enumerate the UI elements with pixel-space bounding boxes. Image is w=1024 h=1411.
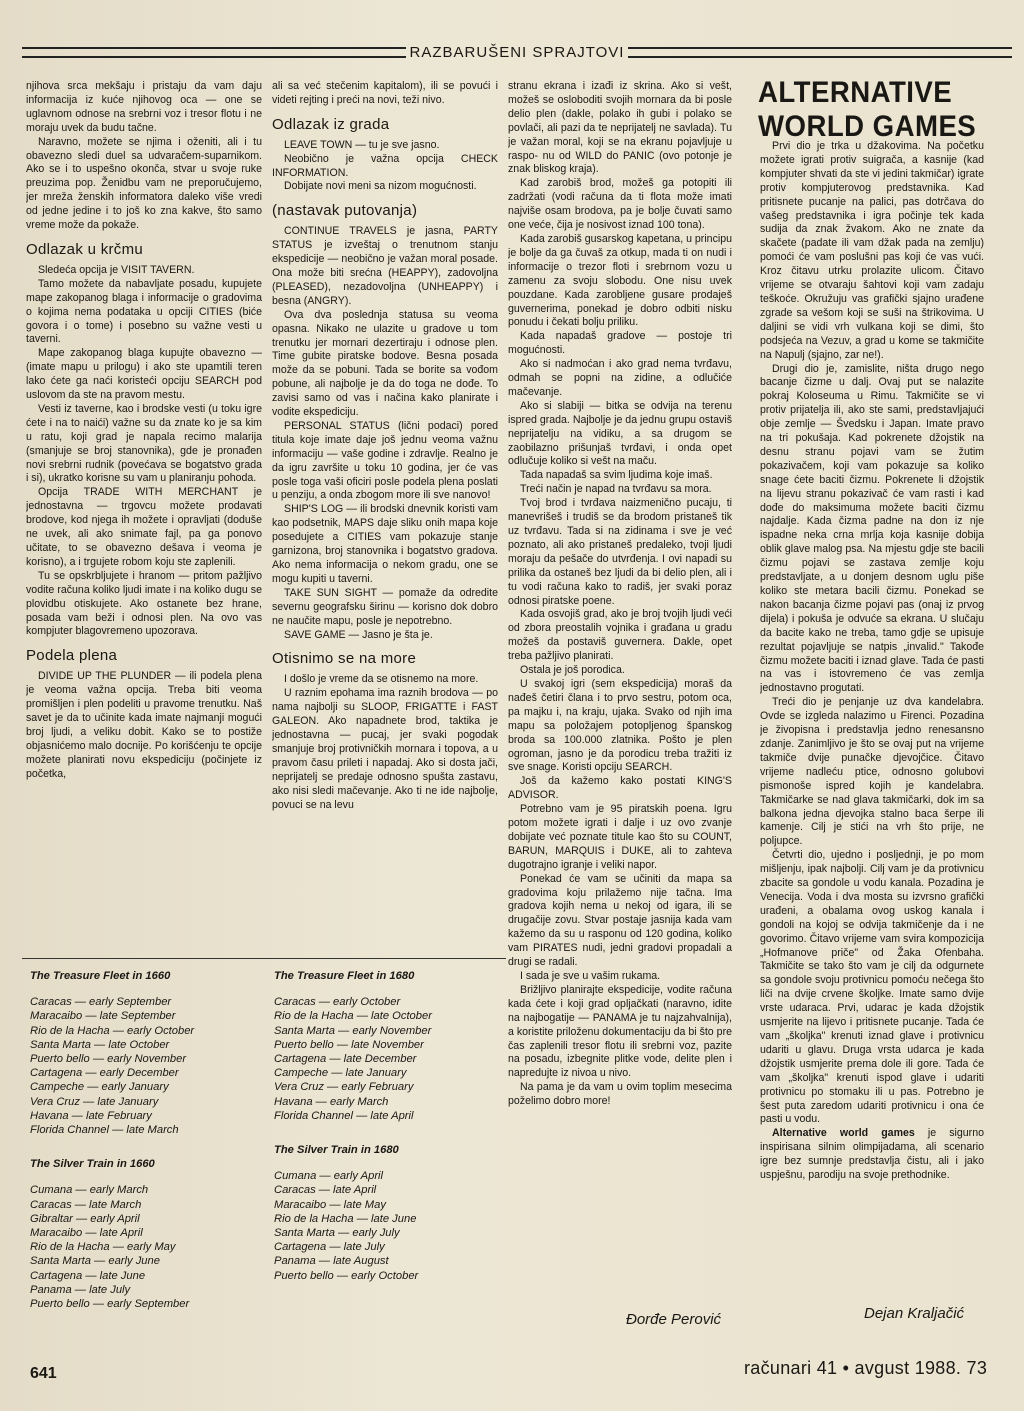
article-title: ALTERNATIVE WORLD GAMES — [758, 76, 977, 143]
fleet-list — [30, 1183, 260, 1311]
fleet-list-item: Puerto bello — early October — [274, 1269, 419, 1282]
article-column-1 — [26, 80, 262, 960]
paragraph: Mape zakopanog blaga kupujte obavezno — (imate mapu u prilogu) i ako ste upamtili teren lako ćete ga naći koristeći opciju SEARCH pod uslovom da ste na pravom mestu. — [26, 347, 262, 402]
magazine-footer: računari 41 • avgust 1988. 73 — [744, 1358, 988, 1378]
fleet-list-item: Cumana — early March — [30, 1184, 149, 1197]
fleet-list-item: Santa Marta — early November — [274, 1024, 432, 1037]
fleet-list-item: Vera Cruz — early February — [274, 1081, 414, 1094]
fleet-list-item: Caracas — early October — [274, 996, 401, 1009]
fleet-list — [274, 1169, 504, 1283]
paragraph: Potrebno vam je 95 piratskih poena. Igru potom možete igrati i dalje i uz ovo zvanje dobijate već poznate titule kao što su COUNT, BARUN, MARQUIS i DUKE, ali to zahteva dugotrajno igranje i veliki napor. — [508, 803, 732, 871]
paragraph: I došlo je vreme da se otisnemo na more. — [284, 673, 479, 686]
paragraph: Ova dva poslednja statusa su veoma opasna. Nikako ne ulazite u gradove u tom trenutku jer mornari dezertiraju i odnose plen. Time gubite piratske bodove. Besna posada može da se pobuni. Tada se borite sa vođom pobune, ali najbolje je da do toga ne dođe. To zavisi samo od vas i načina kako planirate i vodite ekspediciju. — [272, 308, 498, 419]
author-signature: Đorđe Perović — [626, 1311, 722, 1328]
fleet-heading: The Silver Train in 1660 — [30, 1158, 155, 1171]
paragraph: Kada osvojiš grad, ako je broj tvojih ljudi veći od zbora preostalih vojnika i građana u gradu možeš da postaviš guvernera. Dakle, opet treba pažljivo planirati. — [508, 608, 732, 663]
paragraph: Ponekad će vam se učiniti da mapa sa gradovima koju prilažemo nije tačna. Ima gradova kojih nema u nekoj od igara, ili se drugačije zovu. Stvar postaje jasnija kada vam kažemo da su u rasponu od 120 godina, koliko vam PIRATES nudi, jedni gradovi propadali a drugi se radali. — [508, 872, 732, 969]
fleet-schedule-1680 — [274, 969, 504, 1283]
subheading: (nastavak putovanja) — [272, 202, 418, 220]
fleet-list-item: Rio de la Hacha — early May — [30, 1241, 176, 1254]
fleet-list-item: Rio de la Hacha — late October — [274, 1010, 432, 1023]
fleet-list-item: Cumana — early April — [274, 1170, 384, 1183]
paragraph: Na pama je da vam u ovim toplim mesecima poželimo dobro more! — [508, 1081, 732, 1108]
paragraph: Ako si nadmoćan i ako grad nema tvrđavu, odmah se popni na zidine, a odlučiće mačevanje. — [508, 358, 732, 398]
fleet-heading: The Silver Train in 1680 — [274, 1144, 399, 1157]
fleet-list-item: Havana — early March — [274, 1095, 389, 1108]
paragraph: Četvrti dio, ujedno i posljednji, je po mom mišljenju, ipak najbolji. Cilj vam je da protivnicu zbacite sa gondole u vodu kanala. Pozadina je Venecija. Voda i dva mosta su izvrsno grafički urađeni, a obalama ovog uskog kanala i gondoli na kojoj se odvija takmičenje da i ne govorimo. Čitavo vrijeme vam svira kompozicija „Hofmanove priče" od Žaka Ofenbaha. Takmičite se tako što vam je cilj da odgurnete sa gondole svoju protivnicu pomoću nečega što liči na dvije crvene školjke. Imate samo dvije vrste udaraca. Prvi, udarac je kada džojstik usmjerite na lijevo i pritisnete pucanje. Tada će vam „školjka" krenuti iznad glave i protivnicu udariti u glavu. Druga vrsta udarca je kada džojstik usmjerite prema dole ili gore. Tada će vam „školjka" krenuti ispod glave i udariti protivnicu po stomaku ili u pas. Potrebno je šest puta zaredom udariti protivnicu i ona će pasti u vodu. — [760, 849, 984, 1126]
article-column-4 — [760, 140, 984, 1250]
paragraph: Tvoj brod i tvrđava naizmenično pucaju, ti manevrišeš i trudiš se da brodom pristaneš tik uz tvrđavu. Tada si na zidinama i sve je već poznato, ali ako pristaneš predaleko, tvoji ljudi moraju da pešače do utvrđenja. I ovi napadi su prilika da ostaneš bez ljudi da bi delio plen, ali i tu vodi računa kako to radiš, jer svaki poraz odnosi piratske poene. — [508, 497, 732, 607]
paragraph: Tada napadaš sa svim ljudima koje imaš. — [520, 469, 713, 482]
paragraph: U svakoj igri (sem ekspedicija) moraš da nađeš četiri člana i to prvo sestru, potom oca, pa majku i, na kraju, ujaka. Svako od njih ima mapu sa položajem potopljenog španskog broda sa 100.000 zlatnika. Pošto je plen ogroman, jasno je da porodicu treba tražiti iz sve snage. Koristi opciju SEARCH. — [508, 677, 732, 774]
paragraph: Ako si slabiji — bitka se odvija na terenu ispred grada. Najbolje je da jednu grupu ostaviš neprijatelju na vidiku, a sa drugom se zaobilazno prišunjaš tvrđavi, i onda opet odlučuje koliko si vešt na maču. — [508, 399, 732, 468]
paragraph: stranu ekrana i izađi iz skrina. Ako si vešt, možeš se osloboditi svojih mornara da bi posle delio plen (dakle, polako ih gubi i polako se povlači, ali pazi da te neprijatelj ne savlada). Tu je važan moral, koji se na ekranu pojavljuje u raspo- nu od WILD do PANIC (ovo potonje je znak bliskog kraja). — [508, 80, 732, 176]
paragraph: Treći način je napad na tvrđavu sa mora. — [520, 483, 712, 496]
fleet-list-item: Campeche — early January — [30, 1081, 169, 1094]
paragraph: Kada zarobiš gusarskog kapetana, u principu je bolje da ga čuvaš za otkup, mada ti on nudi i informacije o trezor floti i srebrnom vozu u zamenu za svoju slobodu. One nisu uvek pouzdane. Kada zarobljene gusare prodaješ guvernerima, ponekad je dobro odbiti nisku ponudu i čekati bolju priliku. — [508, 232, 732, 329]
fleet-list-item: Maracaibo — late September — [30, 1010, 176, 1023]
subheading: Odlazak u krčmu — [26, 240, 144, 258]
fleet-list-item: Panama — late July — [30, 1283, 131, 1296]
paragraph: Kad zarobiš brod, možeš ga potopiti ili zadržati (vodi računa da ti flota može imati najviše osam brodova, pa je bolje čuvati samo one veće, čija je nosivost iznad 100 tona). — [508, 177, 732, 232]
fleet-list-item: Maracaibo — late April — [30, 1227, 143, 1240]
author-signature: Dejan Kraljačić — [864, 1305, 965, 1322]
page-number: 641 — [30, 1365, 57, 1382]
fleet-list — [274, 995, 504, 1123]
section-header — [22, 40, 1012, 64]
paragraph: Neobično je važna opcija CHECK INFORMATION. — [272, 152, 498, 179]
fleet-list-item: Rio de la Hacha — late June — [274, 1212, 417, 1225]
paragraph: TAKE SUN SIGHT — pomaže da odredite severnu geografsku širinu — korisno dok dobro ne naučite mapu, posle je nepotrebno. — [272, 586, 498, 627]
fleet-heading: The Treasure Fleet in 1680 — [274, 970, 415, 982]
fleet-list-item: Maracaibo — late May — [274, 1198, 386, 1211]
fleet-schedule-box — [22, 958, 506, 1317]
paragraph: Vesti iz taverne, kao i brodske vesti (u toku igre ćete i na to naići) važne su da znate ko je sa kim u ratu, koji grad je napala recimo malarija (smanjuje se broj stanovnika), gde je pronađen novi srebrni rudnik (povećava se bogatstvo grada i si), ukratko korisne su vam u planiranju pohoda. — [26, 402, 262, 485]
paragraph: Dobijate novi meni sa nizom mogućnosti. — [284, 180, 477, 193]
paragraph: Kada napadaš gradove — postoje tri mogućnosti. — [508, 330, 732, 357]
fleet-list-item: Gibraltar — early April — [30, 1212, 140, 1225]
fleet-list-item: Puerto bello — late November — [274, 1038, 424, 1051]
paragraph: Brižljivo planirajte ekspedicije, vodite računa kada ćete i koji grad opljačkati (naravno, idite na najbogatije — PANAMA je tu najzahvalnija), a koristite priloženu dokumentaciju da bi što pre čas zaplenili tresor flotu ili srebrni voz, pazite na posadu, izbegnite plitke vode, delite plen i napredujte iz nivoa u nivo. — [508, 983, 732, 1080]
paragraph: njihova srca mekšaju i pristaju da vam daju informacija iz kuće njihovog oca — one se uglavnom odnose na srebrni voz i tresor flotu i ne moraju uvek da budu tačne. — [26, 80, 262, 134]
fleet-list-item: Cartagena — early December — [30, 1067, 179, 1080]
paragraph: SAVE GAME — Jasno je šta je. — [284, 628, 433, 641]
header-rule-right — [628, 47, 1012, 58]
paragraph: U raznim epohama ima raznih brodova — po nama najbolji su SLOOP, FRIGATTE i FAST GALEON. Ako napadnete brod, taktika je jednostavna — pucaj, jer svaki pogodak smanjuje broj protivničkih mornara i topova, a u pravom času prileti i napadaj. Ako si dosta jači, neprijatelj se predaje odnosno spušta zastavu, ako nisi sledi mačevanje. Ako ti ne ide najbolje, povuci se na levu — [272, 687, 498, 811]
paragraph: Treći dio je penjanje uz dva kandelabra. Ovde se izgleda nalazimo u Firenci. Pozadina je živopisna i predstavlja jedno renesansno zdanje. Zanimljivo je što se ovaj put na vrijeme takmiče dvije punačke djevojčice. Čitavo vrijeme nadleću ptice, odnosno golubovi pismonoše ispred kojih je kandelabra. Takmičarke se nad glava takmičarki, dok im sa balkona jedna djevojka stalno baca šerpe ili kamenje. Cilj je stići na vrh što prije, ne poljupce. — [760, 696, 984, 848]
paragraph: SHIP'S LOG — ili brodski dnevnik koristi vam kao podsetnik, MAPS daje sliku onih mapa koje posedujete a CITIES vam pokazuje stanje garnizona, broj stanovnika i bogatstvo gradova. Ako nema informacija o nekom gradu, one se mogu kupiti u taverni. — [272, 503, 498, 585]
fleet-list-item: Rio de la Hacha — early October — [30, 1024, 195, 1037]
fleet-list-item: Caracas — early September — [30, 996, 172, 1009]
paragraph: CONTINUE TRAVELS je jasna, PARTY STATUS je izveštaj o trenutnom stanju ekspedicije — neobično je važan moral posade. Ona može biti srećna (HEAPPY), zadovoljna (PLEASED), nezadovoljna (UNHEAPPY) i besna (ANGRY). — [272, 225, 498, 307]
paragraph: Sledeća opcija je VISIT TAVERN. — [38, 263, 195, 276]
subheading: Podela plena — [26, 647, 118, 665]
fleet-list-item: Cartagena — late July — [274, 1241, 385, 1254]
fleet-list-item: Santa Marta — late October — [30, 1038, 170, 1051]
fleet-list-item: Vera Cruz — late January — [30, 1095, 159, 1108]
subheading: Otisnimo se na more — [272, 650, 417, 668]
paragraph: Drugi dio je, zamislite, ništa drugo nego bacanje čizme u dalj. Ovaj put se nalazite pokraj Koloseuma u Rimu. Takmičite se vi protiv prijatelja ili, ako ste sami, predstavljajući obje zemlje — Švedsku i Japan. Imate pravo na tri pokušaja. Kad pokrenete džojstik na desnu stranu pojavi vam se žutim pokazivačem, koji vam pokazuje sa koliko snage ćete baciti čizmu. Pokrenete li džojstik na lijevu stranu pokazivač će vam rasti i kad dođe do maksimuma možete baciti čizmu najdalje. Kada čizma padne na don iz nje ispadne neka crna mrlja koja kasnije dobija oblik glave malog psa. Na mjestu gdje ste bacili čizmu pojavi se zastava zemlje koju predstavljate, a u donjem desnom uglu piše koliko ste metara bacili čizmu. Ponekad se nakon bacanja čizme pojavi pas (onaj iz prvog dijela) i pokuša je odvuće sa ekrana. U slučaju da bacite kako ne treba, tamo gdje se upisuje rezultat pojavljuje se natpis „invalid." Takođe čizmu možete baciti i iznad glave. Tada će pasti na vas i istovremeno će vas zemlja jednostavno progutati. — [760, 362, 984, 695]
fleet-list-item: Panama — late August — [274, 1255, 389, 1268]
fleet-schedule-1660 — [30, 969, 260, 1311]
bold-lead: Alternative world games — [772, 1127, 915, 1140]
fleet-list-item: Puerto bello — early September — [30, 1298, 190, 1311]
paragraph: Prvi dio je trka u džakovima. Na početku možete igrati protiv suigrača, a kasnije (kad kompjuter shvati da ste vi jedini takmičar) igrate protiv kompjuterovog predstavnika. Kad pritisnete pucanje na palici, pas dotrčava do vašeg predstavnika i igra počinje tek kada sudija da znak žvakom. Ako ne znate da skačete (padate ili vam džak pada na zemlju) pomoći će vam poslušni pas koji će vas vući. Kroz čitavu utrku prolazite ulicom. Čitavo vrijeme se otvaraju šahtovi koji vam zadaju teškoće. Okružuju vas grafički sjajno urađene zgrade sa vešom koji se suši na štrikovima. U daljini se vidi vrh vulkana koji se dimi, što podsjeća na Vezuv, a grad u kome se takmičite na Napulj (sjajno, zar ne!). — [760, 140, 984, 361]
paragraph: I sada je sve u vašim rukama. — [520, 970, 661, 982]
header-rule-left — [22, 47, 406, 58]
fleet-list-item: Cartagena — late December — [274, 1053, 417, 1066]
paragraph: ali sa već stečenim kapitalom), ili se povući i videti rejting i preći na novi, teži nivo. — [272, 80, 498, 106]
paragraph: Ostala je još porodica. — [520, 664, 625, 677]
fleet-list-item: Cartagena — late June — [30, 1269, 146, 1282]
fleet-list-item: Puerto bello — early November — [30, 1053, 187, 1066]
fleet-list — [30, 995, 260, 1137]
fleet-list-item: Santa Marta — early July — [274, 1227, 400, 1240]
paragraph — [760, 1127, 984, 1183]
fleet-list-item: Santa Marta — early June — [30, 1255, 160, 1268]
fleet-heading: The Treasure Fleet in 1660 — [30, 970, 171, 982]
paragraph: LEAVE TOWN — tu je sve jasno. — [284, 138, 440, 151]
fleet-list-item: Campeche — late January — [274, 1067, 407, 1080]
fleet-list-item: Florida Channel — late April — [274, 1109, 414, 1122]
fleet-list-item: Caracas — late April — [274, 1184, 377, 1197]
paragraph-rest: je sigurno inspirisana silnim olimpijadama, ali scenario igre bez sumnje predstavlja čistu, ali i jako uspješnu, parodiju na svoje prethodnike. — [760, 1127, 984, 1182]
paragraph: Naravno, možete se njima i oženiti, ali i tu obavezno sledi duel sa udvaračem-suparnikom. Ako se i to uspešno okonča, stvar u svoje ruke preuzima pop. Ženidbu vam ne preporučujemo, jer mreža ženskih informatora daleko više vredi od jedne jedine i to još ko zna kakve, što samo vreme može da pokaže. — [26, 135, 262, 232]
subheading: Odlazak iz grada — [272, 115, 390, 133]
paragraph: DIVIDE UP THE PLUNDER — ili podela plena je veoma važna opcija. Treba biti veoma promišljen i plen podeliti u pravome trenutku. Naš savet je da to učinite kada imate najmanji mogući broj ljudi, a veliku dobit. Kako se to postiže objasnićemo malo docnije. Po korišćenju te opcije možete planirati novu ekspediciju (počinjete iz početka, — [26, 670, 262, 780]
paragraph: PERSONAL STATUS (lični podaci) pored titula koje imate daje još jednu veoma važnu informaciju — vaše godine i zdravlje. Realno je da igru završite u toku 10 godina, jer će vas posle toga vaši oficiri posle podela plena poslati u penziju, a onda zbogom more ili sve nanovo! — [272, 419, 498, 502]
paragraph: Opcija TRADE WITH MERCHANT je jednostavna — trgovcu možete prodavati brodove, kod njega ih možete i opravljati (doduše ne uvek, ali ako snimate fajl, pa ga ponovo učitate, to se obavezno dešava i veoma je korisno), a i trgujete robom koju ste zaplenili. — [26, 486, 262, 568]
fleet-list-item: Caracas — late March — [30, 1198, 142, 1211]
paragraph: Tu se opskrbljujete i hranom — pritom pažljivo vodite računa koliko ljudi imate i na koliko dugu se plovidbu otiskujete. Ako ostanete bez hrane, posada vam beži i odnosi plen. Na ovo vas kompjuter blagovremeno upozorava. — [26, 569, 262, 638]
paragraph: Još da kažemo kako postati KING'S ADVISOR. — [508, 775, 732, 802]
article-column-3 — [508, 80, 732, 1320]
section-title: RAZBARUŠENI SPRAJTOVI — [409, 43, 625, 61]
fleet-list-item: Havana — late February — [30, 1109, 152, 1122]
paragraph: Tamo možete da nabavljate posadu, kupujete mape zakopanog blaga i informacije o gradovima o kojima nema podataka u opciji CITIES (biće govora i o tome) i posebno su važne vesti u taverni. — [26, 277, 262, 346]
fleet-list-item: Florida Channel — late March — [30, 1124, 179, 1137]
article-column-2 — [272, 80, 498, 960]
